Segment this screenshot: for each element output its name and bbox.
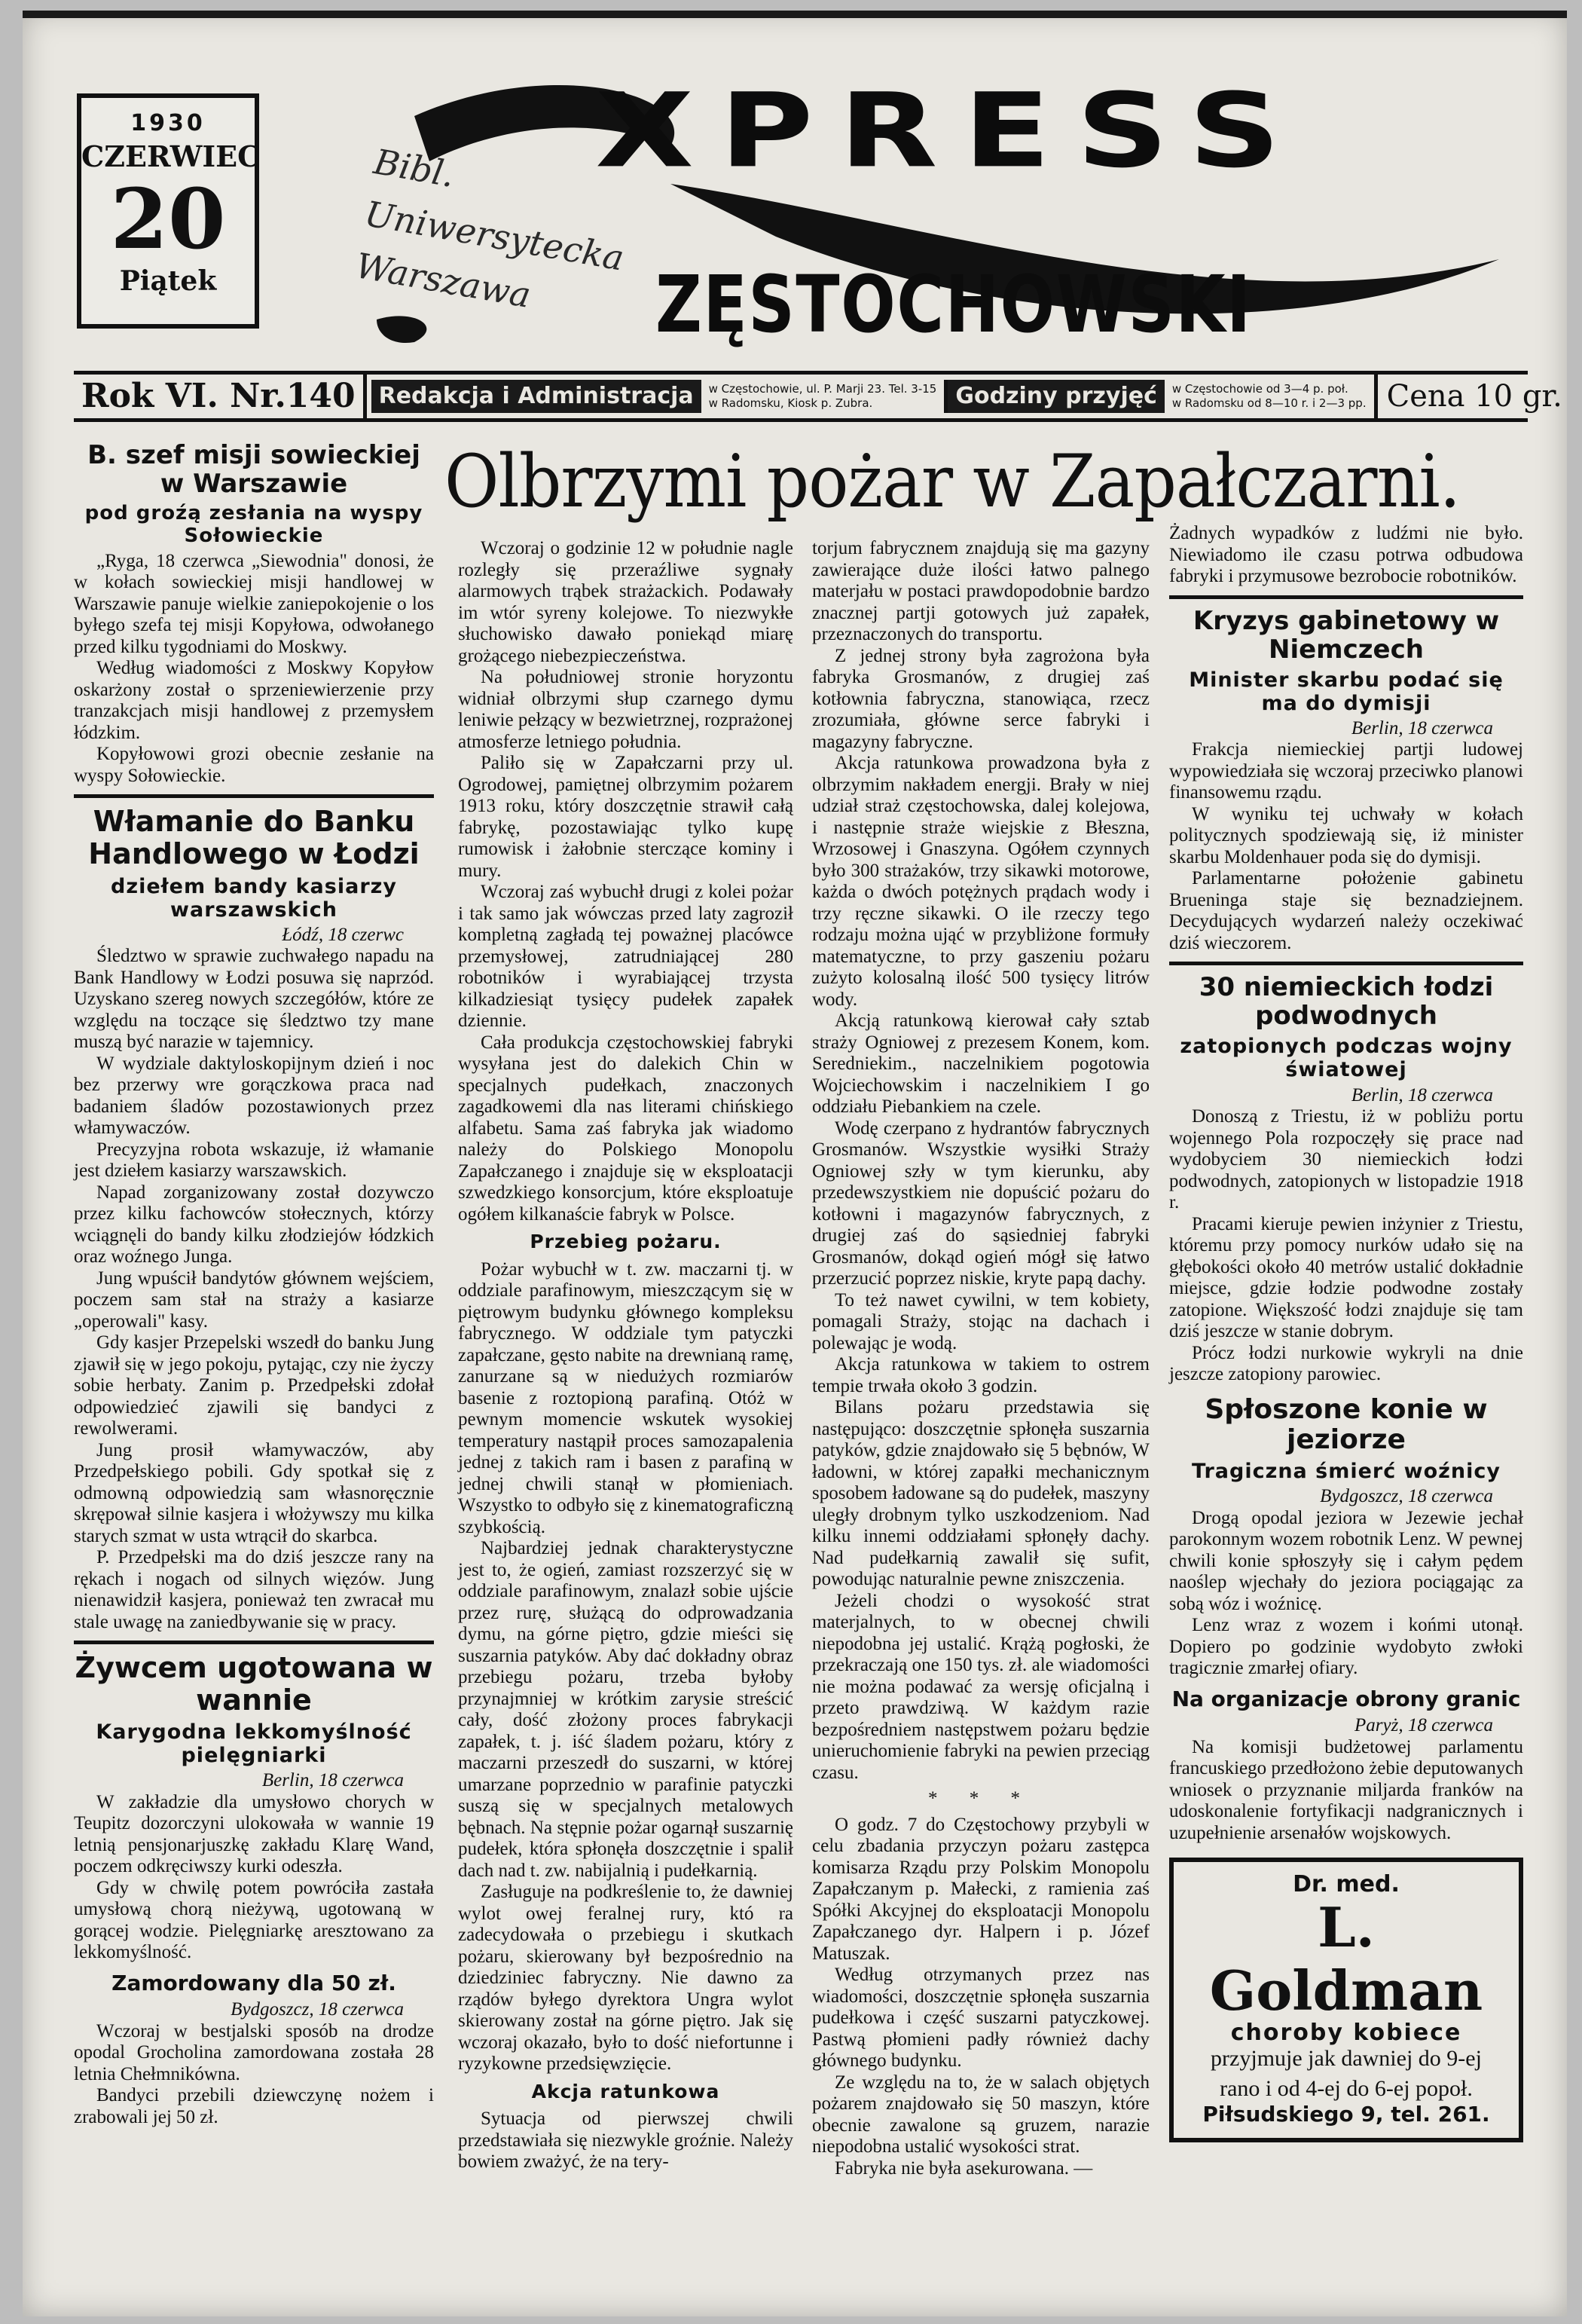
article-paragraph: Żadnych wypadków z ludźmi nie było. Niewiadomo ile czasu potrwa odbudowa fabryki i przymusowe bezrobocie robotników. xyxy=(1169,523,1523,586)
ad-doctor-name: L. Goldman xyxy=(1209,1894,1483,2023)
date-day: 20 xyxy=(110,170,226,268)
article-paragraph: W wydziale daktyloskopijnym dzień i noc bez przerwy wre gorączkowa praca nad badaniem śladów pozostawionych przez włamywaczów. xyxy=(74,1053,434,1139)
article-paragraph: Drogą opodal jeziora w Jezewie jechał parokonnym wozem robotnik Lenz. W pewnej chwili konie spłoszyły się i całym pędem naoślep wjechały do jeziora pociągając za sobą wóz i woźnicę. xyxy=(1169,1507,1523,1614)
masthead-title: XPRESS xyxy=(595,71,1306,191)
article-paragraph: Paliło się w Zapałczarni przy ul. Ogrodowej, pamiętnej olbrzymim pożarem 1913 roku, który doszczętnie strawił całą fabrykę, pozostawiając tylko kupę rumowisk i żałobnie sterczące kominy i mury. xyxy=(458,753,793,881)
article-paragraph: O godz. 7 do Częstochowy przybyli w celu zbadania przyczyn pożaru zastępca komisarza Rządu przy Polskim Monopolu Zapałczanym p. Małecki, z ramienia zaś Spółki Akcyjnej do eksploatacji Monopolu Zapałczanego dyr. Halpern i p. Józef Matuszak. xyxy=(812,1814,1150,1964)
ad-hours-line: rano i od 4-ej do 6-ej popoł. xyxy=(1220,2076,1473,2102)
ad-title: Dr. med. xyxy=(1293,1871,1400,1898)
article-paragraph: Pożar wybuchł w t. zw. maczarni tj. w oddziale parafinowym, mieszczącym się w piętrowym budynku głównego kompleksu fabrycznego. W oddziale tym patyczki zapałczane, gęsto nabite na drewnianą ramę, zanurzane są w niedużych rozmiarów basenie z roztopioną parafiną. Otóż w pewnym momencie wskutek wysokiej temperatury nastąpił proces samozapalenia jednej z takich ram i basen z parafiną w jednej chwili stanął w płomieniach. Wszystko to odbyło się z kinematograficzną szybkością. xyxy=(458,1258,793,1537)
ad-hours-line: przyjmuje jak dawniej do 9-ej xyxy=(1211,2046,1482,2072)
article-headline: Spłoszone konie w jeziorze xyxy=(1205,1393,1488,1455)
column-1 xyxy=(74,436,434,2128)
article-paragraph: P. Przedpełski ma do dziś jeszcze rany na rękach i nogach od silnych więzów. Jung nienawidził kasjera, ponieważ ten zwracał mu stale uwagę na zaniedbywanie się w pracy. xyxy=(74,1547,434,1632)
article-headline: Zamordowany dla 50 zł. xyxy=(111,1970,396,1995)
article-subheadline: dziełem bandy kasiarzy warszawskich xyxy=(111,874,397,922)
article-paragraph: Jeżeli chodzi o wysokość strat materjalnych, to w obecnej chwili niepodobna jej ustalić. Krążą pogłoski, że przekraczają one 150 tys. zł. ale wiadomości nie można podawać za wersję oficjalną i przeto prawdziwą. W każdym razie bezpośredniem następstwem pożaru będzie unieruchomienie fabryki na pewien przeciąg czasu. xyxy=(812,1590,1150,1783)
article-subheadline: Tragiczna śmierć woźnicy xyxy=(1192,1460,1501,1484)
office-hours xyxy=(1165,382,1374,411)
article-headline: Kryzys gabinetowy w Niemczech xyxy=(1193,605,1500,665)
editorial-address-line: w Częstochowie, ul. P. Marji 23. Tel. 3-15 xyxy=(708,382,937,396)
editorial-address xyxy=(701,382,945,411)
date-year: 1930 xyxy=(130,110,206,136)
office-hours-line: w Częstochowie od 3—4 p. poł. xyxy=(1171,382,1348,396)
handwritten-library-note: Bibl. Uniwersytecka Warszawa xyxy=(353,141,628,316)
article-headline: Żywcem ugotowana w wannie xyxy=(75,1651,433,1717)
article-paragraph: Fabryka nie była asekurowana. — xyxy=(835,2157,1093,2179)
article-paragraph: Frakcja niemieckiej partji ludowej wypowiedziała się wczoraj przeciwko planowi finansowemu rządu. xyxy=(1169,739,1523,803)
article-paragraph: Sytuacja od pierwszej chwili przedstawiała się niezwykle groźnie. Należy bowiem zważyć, że na tery- xyxy=(458,2108,793,2172)
article-paragraph: Bandyci przebili dziewczynę nożem i zrabowali jej 50 zł. xyxy=(74,2085,434,2127)
main-headline: Olbrzymi pożar w Zapałczarni. xyxy=(444,439,1461,524)
article-paragraph: „Ryga, 18 czerwca „Siewodnia" donosi, że w kołach sowieckiej misji handlowej w Warszawie panuje wielkie zaniepokojenie o los byłego szefa tej misji Kopyłowa, odwołanego przed kilku tygodniami do Moskwy. xyxy=(74,550,434,657)
article-paragraph: Akcją ratunkową kierował cały sztab straży Ogniowej z prezesem Konem, kom. Seredniekim., naczelnikiem pogotowia Wojciechowskim i naczelnikiem I go oddziału Piebankiem na czele. xyxy=(812,1011,1150,1117)
article-paragraph: Precyzyjna robota wskazuje, iż włamanie jest dziełem kasiarzy warszawskich. xyxy=(74,1139,434,1182)
article-paragraph: Według otrzymanych przez nas wiadomości, doszczętnie spłonęła suszarnia pudełkowa i część suszarni patyczkowej. Pastwą płomieni padły również dachy głównego budynku. xyxy=(812,1965,1150,2071)
article-paragraph: Wodę czerpano z hydrantów fabrycznych Grosmanów. Wszystkie wysiłki Straży Ogniowej szły w tym kierunku, aby przedewszystkiem nie dopuścić pożaru do kotłowni i magazynów fabrycznych, z drugiej zaś do sąsiedniej fabryki Grosmanów, dokąd ogień mógł się łatwo przerzucić poprzez niskie, kryte papą dachy. xyxy=(812,1118,1150,1289)
article-paragraph: Akcja ratunkowa prowadzona była z olbrzymim nakładem energji. Brały w niej udział straż częstochowska, dalej kolejowa, i następnie straże wiejskie z Błeszna, Wrzosowej i Gnaszyna. Ogółem czynnych było 300 strażaków, trzy sikawki motorowe, każda o dwóch potężnych prądach wody i trzy ręczne sikawki. O ile rzeczy tego rodzaju można ująć w przybliżone formuły matematyczne, to przy gaszeniu pożaru zużyto kolosalną ilość 500 tysięcy litrów wody. xyxy=(812,753,1150,1010)
article-paragraph: Lenz wraz z wozem i końmi utonął. Dopiero po godzinie wydobyto zwłoki tragicznie zmarłej ofiary. xyxy=(1169,1615,1523,1679)
article-headline: Na organizacje obrony granic xyxy=(1171,1686,1521,1711)
office-hours-line: w Radomsku od 8—10 r. i 2—3 pp. xyxy=(1171,396,1367,410)
article-paragraph: Jung wpuścił bandytów głównem wejściem, poczem sam stał na straży a kasiarze „operowali" kasy. xyxy=(74,1267,434,1332)
article-paragraph: Wczoraj zaś wybuchł drugi z kolei pożar i tak samo jak wówczas przed laty zagroził kompletną zagładą tej poważnej placówce przemysłowej, zatrudniającej 280 robotników i wyrabiającej trzysta kilkadziesiąt tysięcy pudełek zapałek dziennie. xyxy=(458,882,793,1031)
article-paragraph: Według wiadomości z Moskwy Kopyłow oskarżony został o sprzeniewierzenie przy tranzakcjach misji handlowej z przemysłem łódzkim. xyxy=(74,658,434,743)
divider xyxy=(74,794,434,798)
column-2 xyxy=(458,538,793,2173)
article-dateline: Paryż, 18 czerwca xyxy=(1354,1715,1493,1736)
article-paragraph: Zasługuje na podkreślenie to, że dawniej wylot owej feralnej rury, któ ra zadecydowała o przebiegu i skutkach pożaru, skierowany był bezpośrednio na dziedziniec fabryczny. Nie dawno za rządów byłego dyrektora Ungra wylot skierowany został na górne piętro. Jak się wczoraj okazało, było to dość niefortunne i ryzykowne przedsięwzięcie. xyxy=(458,1882,793,2074)
column-4 xyxy=(1169,523,1523,2142)
section-heading: Akcja ratunkowa xyxy=(531,2080,720,2102)
article-paragraph: Wczoraj o godzinie 12 w południe nagle rozległy się przeraźliwe sygnały alarmowych trąbek strażackich. Podawały im wtór syreny kolejowe. To niezwykłe słuchowisko dawało poniekąd miarę grożącego niebezpieczeństwa. xyxy=(458,538,793,666)
editorial-address-line: w Radomsku, Kiosk p. Zubra. xyxy=(708,396,873,410)
article-dateline: Bydgoszcz, 18 czerwca xyxy=(231,1999,404,2020)
divider xyxy=(1169,595,1523,599)
article-paragraph: Najbardziej jednak charakterystyczne jest to, że ogień, zamiast rozszerzyć się w oddziale parafinowym, znalazł sobie ujście przez rurę, służącą do odprowadzania dymu, na górne piętro, gdzie mieści się suszarnia patyków. Aby dać dokładny obraz przebiegu pożaru, trzeba byłoby przynajmniej w krótkim zarysie streścić cały, dość złożony proces fabrykacji zapałek, t. j. iść śladem pożaru, który z maczarni przeszedł do suszarni, w której umarzane poprzednio w parafinie patyczki suszą się w specjalnych metalowych bębnach. Na stępnie pożar ogarnął suszarnię pudełek, która spłonęła doszczętnie i spalił dach nad t. zw. nabijalnią i pudełkarnią. xyxy=(458,1538,793,1881)
article-paragraph: Z jednej strony była zagrożona była fabryka Grosmanów, z drugiej zaś kotłownia fabryczna, stanowiąca, rzecz zrozumiała, główne serce fabryki i magazyny fabryczne. xyxy=(812,645,1150,752)
article-subheadline: pod groźą zesłania na wyspy Sołowieckie xyxy=(84,502,423,548)
issue-info-bar xyxy=(74,371,1562,422)
article-paragraph: Na południowej stronie horyzontu widniał olbrzymi słup czarnego dymu leniwie pełzący w bezwietrznej, rozprażonej atmosferze letniego południa. xyxy=(458,667,793,752)
article-headline: 30 niemieckich łodzi podwodnych xyxy=(1199,972,1494,1032)
date-month: CZERWIEC xyxy=(81,139,261,173)
ad-specialty: choroby kobiece xyxy=(1230,2019,1462,2046)
article-paragraph: Gdy w chwilę potem powróciła zastała umysłową chorą nieżywą, ugotowaną w gorącej wodzie. Pielęgniarkę aresztowano za lekkomyślność. xyxy=(74,1877,434,1963)
article-paragraph: Akcja ratunkowa w takiem to ostrem tempie trwała około 3 godzin. xyxy=(812,1354,1150,1396)
section-separator: * * * xyxy=(928,1788,1034,1809)
article-paragraph: To też nawet cywilni, w tem kobiety, pomagali Straży, stojąc na dachach i polewając je wodą. xyxy=(812,1289,1150,1353)
article-subheadline: Minister skarbu podać się ma do dymisji xyxy=(1189,668,1504,715)
article-dateline: Berlin, 18 czerwca xyxy=(1351,717,1493,738)
article-paragraph: Pracami kieruje pewien inżynier z Triestu, któremu przy pomocy nurków udało się na głębokości około 40 metrów ustalić dokładnie miejsce, gdzie łodzie podwodne zostały zatopione. Większość łodzi znajduje się tam dziś jeszcze w stanie dobrym. xyxy=(1169,1213,1523,1341)
article-dateline: Bydgoszcz, 18 czerwca xyxy=(1320,1486,1493,1507)
article-paragraph: Bilans pożaru przedstawia się następująco: doszczętnie spłonęła suszarnia patyków, gdzie znajdowało się 5 bębnów, W ładowni, w której zapałki mechanicznym sposobem ładowane są do pudełek, maszyny uległy drobnym tylko uszkodzeniom. Nad kilku innemi oddziałami spłonęły dachy. Nad pudełkarnią zawalił się sufit, powodując naturalnie pewne zniszczenia. xyxy=(812,1397,1150,1589)
price: Cena 10 gr. xyxy=(1374,375,1567,418)
article-paragraph: Kopyłowowi grozi obecnie zesłanie na wyspy Sołowieckie. xyxy=(74,744,434,786)
issue-number: Rok VI. Nr.140 xyxy=(74,375,367,418)
article-dateline: Berlin, 18 czerwca xyxy=(261,1770,404,1791)
article-headline: B. szef misji sowieckiej w Warszawie xyxy=(87,440,420,500)
article-subheadline: Karygodna lekkomyślność pielęgniarki xyxy=(96,1720,412,1768)
date-weekday: Piątek xyxy=(119,265,217,297)
editorial-label: Redakcja i Administracja xyxy=(371,380,701,413)
article-paragraph: Na komisji budżetowej parlamentu francuskiego przedłożono żebie deputowanych wniosek o przyznanie miljarda franków na udoskonalenie fortyfikacji nadgranicznych i uzupełnienie arsenałów wojskowych. xyxy=(1169,1736,1523,1843)
article-paragraph: Śledztwo w sprawie zuchwałego napadu na Bank Handlowy w Łodzi posuwa się naprzód. Uzyskano szereg nowych szczegółów, które ze względu na toczące się śledztwo tzy mane muszą być narazie w tajemnicy. xyxy=(74,946,434,1053)
article-paragraph: Wczoraj w bestjalski sposób na drodze opodal Grocholina zamordowana została 28 letnia Chełmnikówna. xyxy=(74,2020,434,2084)
article-paragraph: W wyniku tej uchwały w kołach politycznych spodziewają się, iż minister skarbu Moldenhauer poda się do dymisji. xyxy=(1169,803,1523,867)
article-paragraph: Ze względu na to, że w salach objętych pożarem znajdowało się 50 maszyn, które obecnie zawalone są gruzem, narazie niepodobna ustalić wysokości strat. xyxy=(812,2072,1150,2157)
article-paragraph: Prócz łodzi nurkowie wykryli na dnie jeszcze zatopiony parowiec. xyxy=(1169,1342,1523,1384)
article-paragraph: Parlamentarne położenie gabinetu Brueninga staje się beznadziejnem. Decydujących wydarzeń należy oczekiwać dziś wieczorem. xyxy=(1169,868,1523,953)
article-subheadline: zatopionych podczas wojny światowej xyxy=(1180,1035,1513,1082)
ad-address: Piłsudskiego 9, tel. 261. xyxy=(1202,2102,1490,2127)
office-hours-label: Godziny przyjęć xyxy=(944,380,1165,413)
article-dateline: Łódź, 18 czerwc xyxy=(282,924,404,945)
article-dateline: Berlin, 18 czerwca xyxy=(1351,1084,1493,1105)
article-paragraph: Jung prosił włamywaczów, aby Przedpełskiego pobili. Gdy spotkał się z odmowną odpowiedzią sam własnoręcznie skrępował silnie kasjera i włożywszy mu kilka starych szmat w usta wtrącił do skarbca. xyxy=(74,1439,434,1546)
article-paragraph: Cała produkcja częstochowskiej fabryki wysyłana jest do dalekich Chin w specjalnych pudełkach, znaczonych zagadkowemi dla nas literami chińskiego alfabetu. Sama zaś fabryka jak wiadomo należy do Polskiego Monopolu Zapałczanego i znajduje się w eksploatacji szwedzkiego konsorcjum, które eksploatuje ogółem kilkanaście fabryk w Polsce. xyxy=(458,1032,793,1225)
doctor-advertisement xyxy=(1169,1858,1523,2142)
date-box xyxy=(77,93,259,329)
divider xyxy=(74,1641,434,1644)
article-paragraph: Donoszą z Triestu, iż w pobliżu portu wojennego Pola rozpoczęły się prace nad wydobyciem 30 niemieckich łodzi podwodnych, zatopionych w listopadzie 1918 r. xyxy=(1169,1106,1523,1212)
newspaper-page xyxy=(23,11,1567,2316)
column-3 xyxy=(812,538,1150,2179)
article-headline: Włamanie do Banku Handlowego w Łodzi xyxy=(88,805,420,870)
article-paragraph: torjum fabrycznem znajdują się ma gazyny zawierające duże ilości łatwo palnego materjału w postaci prawdopodobnie bardzo znacznej partji gotowych już zapałek, przeznaczonych do transportu. xyxy=(812,538,1150,644)
article-paragraph: W zakładzie dla umysłowo chorych w Teupitz dozorczyni ulokowała w wannie 19 letnią pensjonarjuszkę zakładu Klarę Wand, poczem odkręciwszy kurki odeszła. xyxy=(74,1791,434,1877)
article-paragraph: Gdy kasjer Przepelski wszedł do banku Jung zjawił się w jego pokoju, pytając, czy nie życzy sobie herbaty. Zanim p. Przedpełski zdołał odpowiedzieć zjawili się bandyci z rewolwerami. xyxy=(74,1332,434,1439)
masthead-subtitle: ZĘSTOCHOWSKI xyxy=(655,258,1252,350)
article-paragraph: Napad zorganizowany został dozywczo przez kilku fachowców stołecznych, którzy wciągnęli do bandy kilku złodziejów łódzkich oraz woźnego Junga. xyxy=(74,1182,434,1267)
divider xyxy=(1169,962,1523,965)
section-heading: Przebieg pożaru. xyxy=(530,1231,722,1252)
